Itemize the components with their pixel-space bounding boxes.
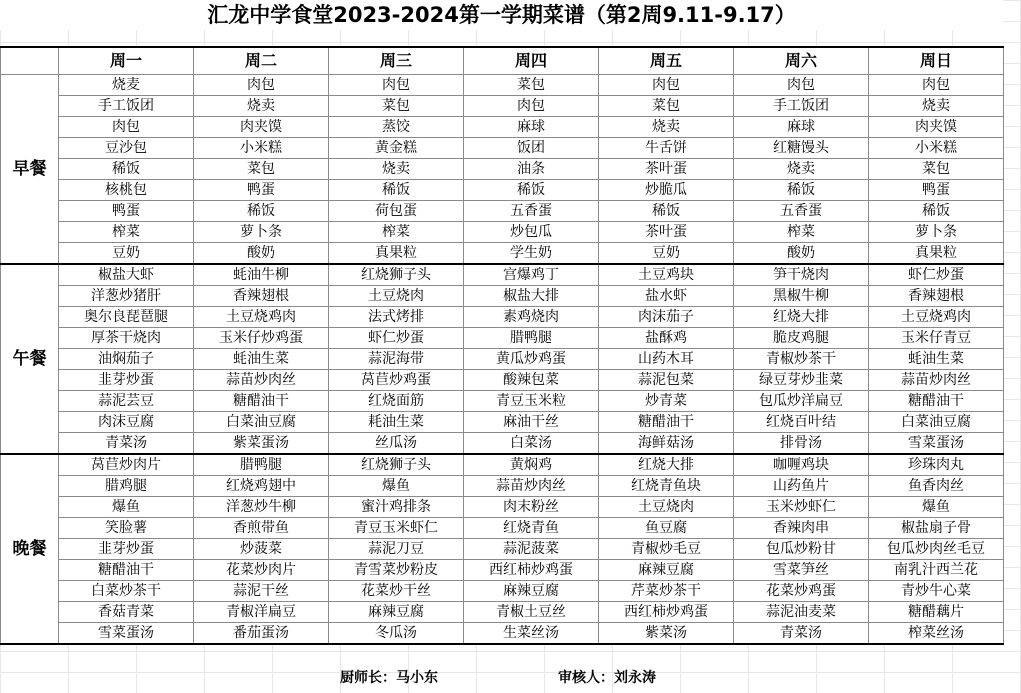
dish-cell: 肉沫茄子 [599, 307, 734, 328]
dish-cell: 茶叶蛋 [599, 222, 734, 243]
menu-row [1, 539, 1004, 560]
dish-cell: 鱼香肉丝 [869, 476, 1004, 497]
dish-cell: 糖醋油干 [194, 391, 329, 412]
dish-cell: 稀饭 [869, 201, 1004, 222]
chef-name: 马小东 [396, 670, 438, 686]
dish-cell: 腊鸭腿 [194, 454, 329, 476]
dish-cell: 稀饭 [599, 201, 734, 222]
dish-cell: 素鸡烧肉 [464, 307, 599, 328]
dish-cell: 稀饭 [194, 201, 329, 222]
dish-cell: 西红柿炒鸡蛋 [599, 602, 734, 623]
menu-row [1, 307, 1004, 328]
dish-cell: 炒包瓜 [464, 222, 599, 243]
dish-cell: 腊鸭腿 [464, 328, 599, 349]
dish-cell: 蚝油生菜 [194, 349, 329, 370]
dish-cell: 蒜泥菠菜 [464, 539, 599, 560]
dish-cell: 耗油生菜 [329, 412, 464, 433]
dish-cell: 香辣翅根 [194, 286, 329, 307]
dish-cell: 烧卖 [329, 159, 464, 180]
dish-cell: 烧卖 [599, 117, 734, 138]
dish-cell: 法式烤排 [329, 307, 464, 328]
dish-cell: 海鲜菇汤 [599, 433, 734, 455]
menu-row [1, 159, 1004, 180]
dish-cell: 蒜泥海带 [329, 349, 464, 370]
dish-cell: 稀饭 [464, 180, 599, 201]
dish-cell: 烧卖 [869, 96, 1004, 117]
dish-cell: 雪菜笋丝 [734, 560, 869, 581]
dish-cell: 豆奶 [59, 243, 194, 265]
dish-cell: 香煎带鱼 [194, 518, 329, 539]
dish-cell: 红烧百叶结 [734, 412, 869, 433]
menu-row [1, 560, 1004, 581]
day-header: 周一 [59, 47, 194, 75]
dish-cell: 蚝油生菜 [869, 349, 1004, 370]
dish-cell: 炒脆瓜 [599, 180, 734, 201]
dish-cell: 包瓜炒粉甘 [734, 539, 869, 560]
dish-cell: 学生奶 [464, 243, 599, 265]
dish-cell: 麻球 [734, 117, 869, 138]
dish-cell: 酸奶 [194, 243, 329, 265]
dish-cell: 冬瓜汤 [329, 623, 464, 645]
dish-cell: 椒盐大虾 [59, 264, 194, 286]
dish-cell: 莴苣炒鸡蛋 [329, 370, 464, 391]
dish-cell: 鸭蛋 [59, 201, 194, 222]
dish-cell: 厚茶干烧肉 [59, 328, 194, 349]
dish-cell: 青炒牛心菜 [869, 581, 1004, 602]
dish-cell: 盐水虾 [599, 286, 734, 307]
day-header: 周三 [329, 47, 464, 75]
dish-cell: 咖喱鸡块 [734, 454, 869, 476]
menu-row [1, 433, 1004, 455]
dish-cell: 炒菠菜 [194, 539, 329, 560]
dish-cell: 盐酥鸡 [599, 328, 734, 349]
dish-cell: 花菜炒鸡蛋 [734, 581, 869, 602]
menu-row [1, 328, 1004, 349]
dish-cell: 红烧鸡翅中 [194, 476, 329, 497]
dish-cell: 珍珠肉丸 [869, 454, 1004, 476]
dish-cell: 洋葱炒牛柳 [194, 497, 329, 518]
menu-table [0, 46, 1004, 645]
dish-cell: 雪菜蛋汤 [869, 433, 1004, 455]
dish-cell: 玉米仔青豆 [869, 328, 1004, 349]
meal-label: 早餐 [1, 75, 59, 265]
dish-cell: 麻辣豆腐 [599, 560, 734, 581]
day-header: 周四 [464, 47, 599, 75]
dish-cell: 包瓜炒肉丝毛豆 [869, 539, 1004, 560]
menu-row [1, 117, 1004, 138]
dish-cell: 肉包 [194, 75, 329, 96]
dish-cell: 小米糕 [194, 138, 329, 159]
menu-row [1, 370, 1004, 391]
dish-cell: 玉米仔炒鸡蛋 [194, 328, 329, 349]
dish-cell: 椒盐扇子骨 [869, 518, 1004, 539]
menu-row [1, 391, 1004, 412]
dish-cell: 土豆烧鸡肉 [869, 307, 1004, 328]
dish-cell: 青菜汤 [734, 623, 869, 645]
menu-row [1, 623, 1004, 645]
dish-cell: 黄金糕 [329, 138, 464, 159]
dish-cell: 榨菜 [329, 222, 464, 243]
dish-cell: 红烧青鱼 [464, 518, 599, 539]
dish-cell: 青菜汤 [59, 433, 194, 455]
corner-cell [1, 47, 59, 75]
dish-cell: 爆鱼 [59, 497, 194, 518]
dish-cell: 红烧狮子头 [329, 264, 464, 286]
menu-row [1, 222, 1004, 243]
menu-row [1, 581, 1004, 602]
dish-cell: 糖醋油干 [869, 391, 1004, 412]
dish-cell: 椒盐大排 [464, 286, 599, 307]
dish-cell: 红糖馒头 [734, 138, 869, 159]
dish-cell: 蒜泥芸豆 [59, 391, 194, 412]
dish-cell: 真果粒 [329, 243, 464, 265]
menu-row [1, 497, 1004, 518]
dish-cell: 蒜泥包菜 [599, 370, 734, 391]
dish-cell: 紫菜汤 [599, 623, 734, 645]
dish-cell: 麻辣豆腐 [329, 602, 464, 623]
dish-cell: 肉沫豆腐 [59, 412, 194, 433]
dish-cell: 虾仁炒蛋 [329, 328, 464, 349]
dish-cell: 青豆玉米粒 [464, 391, 599, 412]
reviewer-signature [558, 667, 656, 689]
reviewer-label: 审核人： [558, 670, 614, 686]
dish-cell: 土豆烧肉 [599, 497, 734, 518]
dish-cell: 蒜苗炒肉丝 [869, 370, 1004, 391]
dish-cell: 蒜苗炒肉丝 [194, 370, 329, 391]
dish-cell: 肉包 [869, 75, 1004, 96]
dish-cell: 榨菜丝汤 [869, 623, 1004, 645]
dish-cell: 白菜油豆腐 [194, 412, 329, 433]
dish-cell: 萝卜条 [869, 222, 1004, 243]
dish-cell: 青椒洋扁豆 [194, 602, 329, 623]
dish-cell: 糖醋藕片 [869, 602, 1004, 623]
dish-cell: 肉包 [329, 75, 464, 96]
dish-cell: 土豆烧肉 [329, 286, 464, 307]
dish-cell: 鸭蛋 [869, 180, 1004, 201]
dish-cell: 香菇青菜 [59, 602, 194, 623]
dish-cell: 红烧狮子头 [329, 454, 464, 476]
day-header: 周五 [599, 47, 734, 75]
dish-cell: 手工饭团 [59, 96, 194, 117]
dish-cell: 笑脸薯 [59, 518, 194, 539]
dish-cell: 丝瓜汤 [329, 433, 464, 455]
chef-signature [340, 667, 438, 689]
dish-cell: 红烧大排 [599, 454, 734, 476]
dish-cell: 稀饭 [734, 180, 869, 201]
dish-cell: 蒜泥干丝 [194, 581, 329, 602]
dish-cell: 烧麦 [59, 75, 194, 96]
dish-cell: 五香蛋 [734, 201, 869, 222]
dish-cell: 红烧面筋 [329, 391, 464, 412]
day-header: 周二 [194, 47, 329, 75]
dish-cell: 肉包 [599, 75, 734, 96]
menu-row [1, 602, 1004, 623]
dish-cell: 紫菜蛋汤 [194, 433, 329, 455]
dish-cell: 土豆烧鸡肉 [194, 307, 329, 328]
dish-cell: 菜包 [329, 96, 464, 117]
menu-row [1, 454, 1004, 476]
dish-cell: 蒜泥刀豆 [329, 539, 464, 560]
dish-cell: 生菜丝汤 [464, 623, 599, 645]
dish-cell: 烧卖 [734, 159, 869, 180]
dish-cell: 青豆玉米虾仁 [329, 518, 464, 539]
dish-cell: 肉末粉丝 [464, 497, 599, 518]
dish-cell: 麻辣豆腐 [464, 581, 599, 602]
dish-cell: 肉包 [464, 96, 599, 117]
dish-cell: 鱼豆腐 [599, 518, 734, 539]
dish-cell: 牛舌饼 [599, 138, 734, 159]
dish-cell: 油焖茄子 [59, 349, 194, 370]
dish-cell: 饭团 [464, 138, 599, 159]
dish-cell: 菜包 [194, 159, 329, 180]
dish-cell: 肉夹馍 [194, 117, 329, 138]
day-header: 周日 [869, 47, 1004, 75]
dish-cell: 香辣肉串 [734, 518, 869, 539]
dish-cell: 黄瓜炒鸡蛋 [464, 349, 599, 370]
dish-cell: 白菜炒茶干 [59, 581, 194, 602]
dish-cell: 白菜汤 [464, 433, 599, 455]
dish-cell: 酸奶 [734, 243, 869, 265]
dish-cell: 蒜苗炒肉丝 [464, 476, 599, 497]
menu-row [1, 264, 1004, 286]
dish-cell: 红烧大排 [734, 307, 869, 328]
dish-cell: 南乳汁西兰花 [869, 560, 1004, 581]
dish-cell: 土豆鸡块 [599, 264, 734, 286]
dish-cell: 青椒炒毛豆 [599, 539, 734, 560]
dish-cell: 虾仁炒蛋 [869, 264, 1004, 286]
dish-cell: 酸辣包菜 [464, 370, 599, 391]
dish-cell: 包瓜炒洋扁豆 [734, 391, 869, 412]
dish-cell: 蒸饺 [329, 117, 464, 138]
dish-cell: 糖醋油干 [59, 560, 194, 581]
dish-cell: 韭芽炒蛋 [59, 370, 194, 391]
day-header: 周六 [734, 47, 869, 75]
dish-cell: 山药鱼片 [734, 476, 869, 497]
dish-cell: 茶叶蛋 [599, 159, 734, 180]
dish-cell: 豆奶 [599, 243, 734, 265]
dish-cell: 玉米炒虾仁 [734, 497, 869, 518]
dish-cell: 蚝油牛柳 [194, 264, 329, 286]
dish-cell: 萝卜条 [194, 222, 329, 243]
dish-cell: 真果粒 [869, 243, 1004, 265]
dish-cell: 麻油干丝 [464, 412, 599, 433]
dish-cell: 番茄蛋汤 [194, 623, 329, 645]
dish-cell: 爆鱼 [329, 476, 464, 497]
dish-cell: 笋干烧肉 [734, 264, 869, 286]
menu-row [1, 243, 1004, 265]
dish-cell: 榨菜 [59, 222, 194, 243]
menu-row [1, 75, 1004, 96]
dish-cell: 黑椒牛柳 [734, 286, 869, 307]
dish-cell: 五香蛋 [464, 201, 599, 222]
menu-row [1, 412, 1004, 433]
dish-cell: 莴苣炒肉片 [59, 454, 194, 476]
dish-cell: 烧卖 [194, 96, 329, 117]
dish-cell: 稀饭 [329, 180, 464, 201]
dish-cell: 鸭蛋 [194, 180, 329, 201]
dish-cell: 黄焖鸡 [464, 454, 599, 476]
dish-cell: 菜包 [464, 75, 599, 96]
dish-cell: 宫爆鸡丁 [464, 264, 599, 286]
meal-label: 晚餐 [1, 454, 59, 644]
menu-row [1, 180, 1004, 201]
dish-cell: 香辣翅根 [869, 286, 1004, 307]
dish-cell: 榨菜 [734, 222, 869, 243]
day-header-row [1, 47, 1004, 75]
dish-cell: 炒青菜 [599, 391, 734, 412]
dish-cell: 稀饭 [59, 159, 194, 180]
dish-cell: 青椒土豆丝 [464, 602, 599, 623]
dish-cell: 爆鱼 [869, 497, 1004, 518]
dish-cell: 红烧青鱼块 [599, 476, 734, 497]
dish-cell: 糖醋油干 [599, 412, 734, 433]
meal-label: 午餐 [1, 264, 59, 454]
dish-cell: 腊鸡腿 [59, 476, 194, 497]
dish-cell: 油条 [464, 159, 599, 180]
reviewer-name: 刘永涛 [614, 670, 656, 686]
dish-cell: 肉夹馍 [869, 117, 1004, 138]
menu-row [1, 201, 1004, 222]
chef-label: 厨师长： [340, 670, 396, 686]
dish-cell: 韭芽炒蛋 [59, 539, 194, 560]
dish-cell: 山药木耳 [599, 349, 734, 370]
dish-cell: 花菜炒干丝 [329, 581, 464, 602]
dish-cell: 肉包 [59, 117, 194, 138]
menu-row [1, 476, 1004, 497]
dish-cell: 小米糕 [869, 138, 1004, 159]
dish-cell: 花菜炒肉片 [194, 560, 329, 581]
dish-cell: 荷包蛋 [329, 201, 464, 222]
dish-cell: 蜜汁鸡排条 [329, 497, 464, 518]
dish-cell: 白菜油豆腐 [869, 412, 1004, 433]
menu-row [1, 349, 1004, 370]
dish-cell: 排骨汤 [734, 433, 869, 455]
dish-cell: 绿豆芽炒韭菜 [734, 370, 869, 391]
dish-cell: 蒜泥油麦菜 [734, 602, 869, 623]
dish-cell: 奥尔良琵琶腿 [59, 307, 194, 328]
dish-cell: 芹菜炒茶干 [599, 581, 734, 602]
dish-cell: 青椒炒茶干 [734, 349, 869, 370]
dish-cell: 洋葱炒猪肝 [59, 286, 194, 307]
dish-cell: 青雪菜炒粉皮 [329, 560, 464, 581]
dish-cell: 脆皮鸡腿 [734, 328, 869, 349]
dish-cell: 雪菜蛋汤 [59, 623, 194, 645]
menu-row [1, 518, 1004, 539]
menu-row [1, 96, 1004, 117]
signature-footer [0, 667, 1003, 689]
dish-cell: 麻球 [464, 117, 599, 138]
dish-cell: 豆沙包 [59, 138, 194, 159]
menu-row [1, 286, 1004, 307]
menu-row [1, 138, 1004, 159]
page-title: 汇龙中学食堂2023-2024第一学期菜谱（第2周9.11-9.17） [0, 0, 1003, 30]
dish-cell: 菜包 [599, 96, 734, 117]
dish-cell: 核桃包 [59, 180, 194, 201]
dish-cell: 肉包 [734, 75, 869, 96]
dish-cell: 菜包 [869, 159, 1004, 180]
dish-cell: 手工饭团 [734, 96, 869, 117]
dish-cell: 西红柿炒鸡蛋 [464, 560, 599, 581]
